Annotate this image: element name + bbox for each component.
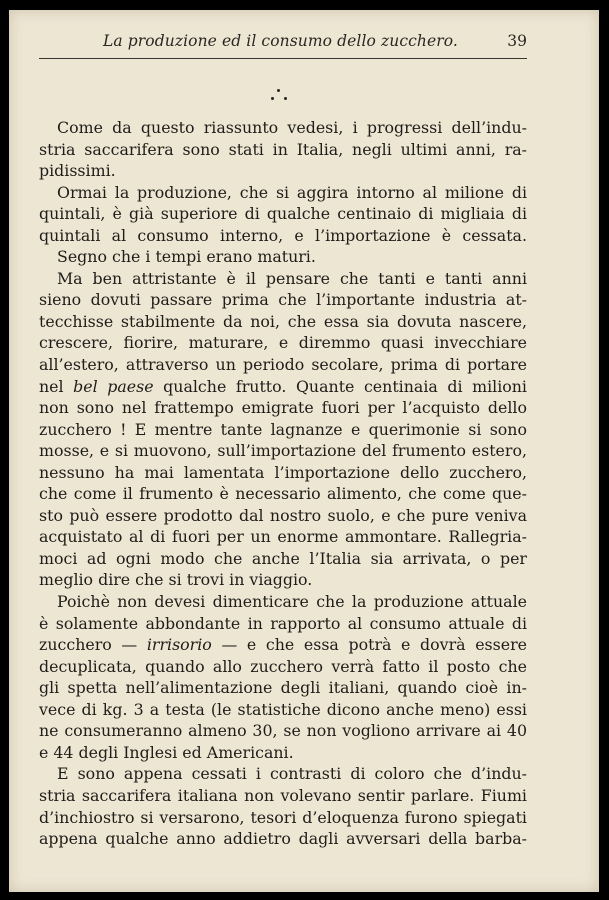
text-line: vece di kg. 3 a testa (le statistiche dicono anche meno) essi: [39, 699, 527, 719]
text-line: quintali, è già superiore di qualche centinaio di migliaia di: [39, 204, 527, 224]
running-title: La produzione ed il consumo dello zucchero.: [103, 32, 458, 50]
text-segment: zucchero —: [39, 635, 138, 655]
page-header: [39, 32, 527, 59]
text-segment: qualche frutto. Quante centinaia di milioni: [163, 376, 527, 396]
text-segment: nel: [39, 376, 64, 396]
text-line: Segno che i tempi erano maturi.: [57, 247, 316, 267]
asterism-ornament: [269, 88, 289, 102]
text-line: mosse, e si muovono, sull’importazione del frumento estero,: [39, 441, 527, 461]
text-line: appena qualche anno addietro dagli avversari della barba-: [39, 829, 527, 849]
text-line: stria saccarifera italiana non volevano sentir parlare. Fiumi: [39, 785, 527, 805]
text-segment: — e che essa potrà e dovrà essere: [221, 635, 528, 655]
text-line: Ormai la produzione, che si aggira intorno al milione di: [57, 182, 527, 202]
text-line: sto può essere prodotto dal nostro suolo, e che pure veniva: [39, 505, 527, 525]
text-line: nessuno ha mai lamentata l’importazione dello zucchero,: [39, 462, 527, 482]
body-text: [39, 117, 527, 850]
text-line: d’inchiostro si versarono, tesori d’eloquenza furono spiegati: [39, 807, 527, 827]
text-line: e 44 degli Inglesi ed Americani.: [39, 742, 294, 762]
text-line: quintali al consumo interno, e l’importazione è cessata.: [39, 225, 527, 245]
text-line: moci ad ogni modo che anche l’Italia sia arrivata, o per: [39, 548, 527, 568]
text-line: meglio dire che si trovi in viaggio.: [39, 570, 313, 590]
text-line: crescere, fiorire, maturare, e diremmo quasi invecchiare: [39, 333, 527, 353]
text-line: [39, 376, 527, 398]
text-line: Ma ben attristante è il pensare che tanti e tanti anni: [57, 268, 527, 288]
text-line: gli spetta nell’alimentazione degli italiani, quando cioè in-: [39, 678, 527, 698]
text-line: stria saccarifera sono stati in Italia, negli ultimi anni, ra-: [39, 139, 527, 159]
text-line: [39, 634, 527, 656]
book-page: [9, 10, 599, 892]
text-line: è solamente abbondante in rapporto al consumo attuale di: [39, 613, 527, 633]
text-line: che come il frumento è necessario alimento, che come que-: [39, 484, 527, 504]
ornament-dot-left: [271, 97, 274, 100]
text-line: E sono appena cessati i contrasti di coloro che d’indu-: [57, 764, 527, 784]
text-line: zucchero ! E mentre tante lagnanze e querimonie si sono: [39, 419, 527, 439]
text-line: pidissimi.: [39, 161, 116, 181]
text-line: all’estero, attraverso un periodo secolare, prima di portare: [39, 355, 527, 375]
text-line: non sono nel frattempo emigrate fuori per l’acquisto dello: [39, 398, 527, 418]
text-line: Poichè non devesi dimenticare che la produzione attuale: [57, 592, 527, 612]
ornament-dot-top: [277, 89, 280, 92]
italic-phrase: bel paese: [73, 376, 154, 396]
text-line: ne consumeranno almeno 30, se non vogliono arrivare ai 40: [39, 721, 527, 741]
italic-phrase: irrisorio: [146, 635, 212, 655]
text-line: decuplicata, quando allo zucchero verrà fatto il posto che: [39, 656, 527, 676]
ornament-dot-right: [284, 97, 287, 100]
text-line: sieno dovuti passare prima che l’importante industria at-: [39, 290, 527, 310]
page-number: 39: [507, 32, 527, 50]
text-line: tecchisse stabilmente da noi, che essa sia dovuta nascere,: [39, 311, 527, 331]
text-line: Come da questo riassunto vedesi, i progressi dell’indu-: [57, 118, 527, 137]
text-line: acquistato al di fuori per un enorme ammontare. Rallegria-: [39, 527, 527, 547]
